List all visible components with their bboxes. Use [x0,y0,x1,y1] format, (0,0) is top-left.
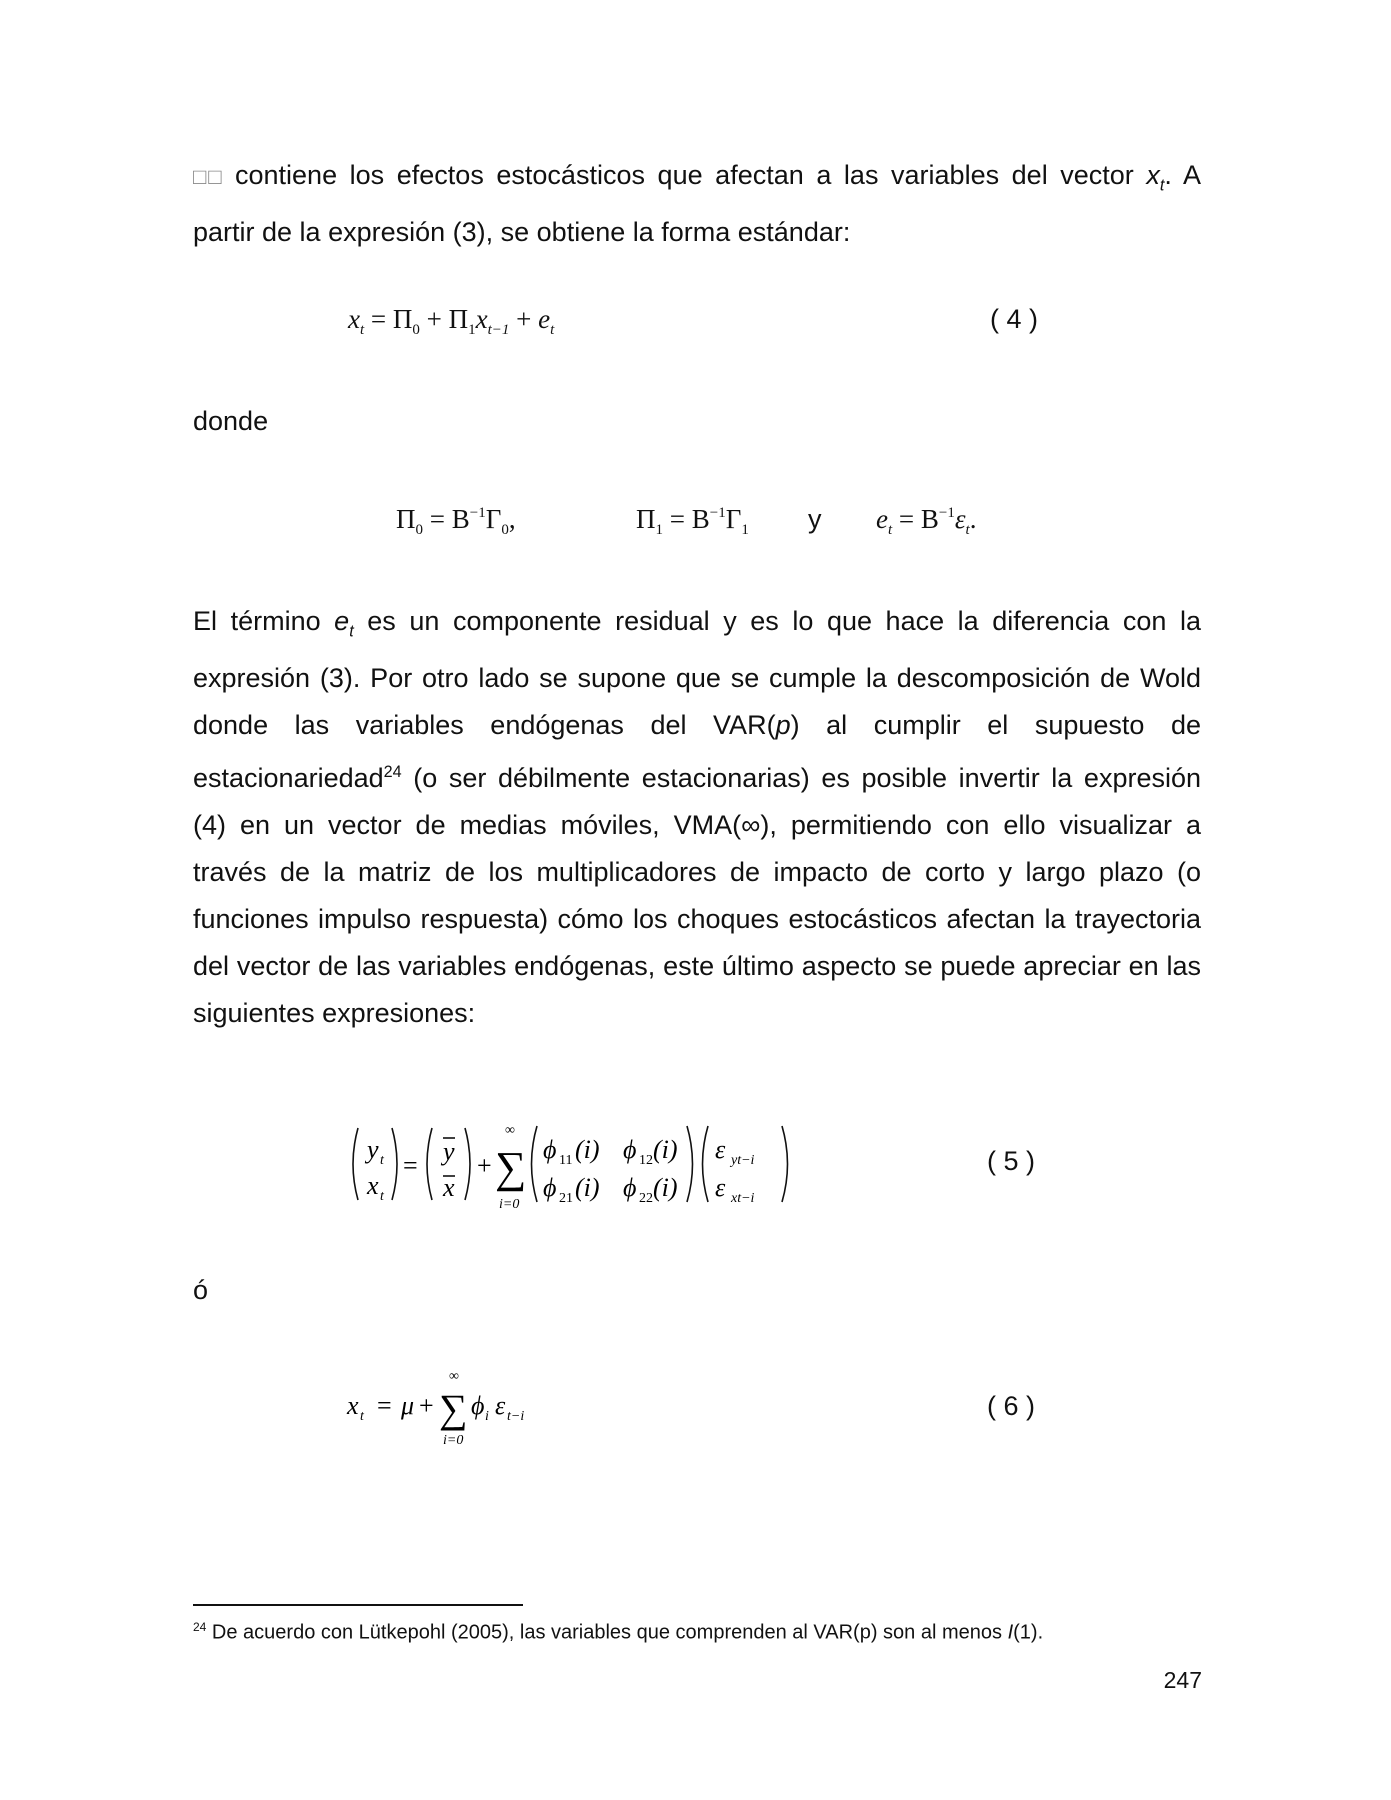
phi22-arg: (i) [653,1173,678,1202]
sum-symbol: ∑ [495,1143,527,1192]
eps-y: ε [715,1135,726,1164]
paragraph-main: El término $e_t$ es un componente residual y es lo que hace la diferencia con la expresión (3). Por otro lado se supone que se cumple la descomposición de Wold donde las variables endógenas del VAR(p) al cumplir el supuesto de estacionariedad$^{24}$ (o ser débilmente estacionarias) es posible invertir la expresión (4) en un vector de medias móviles, VMA(∞), permitiendo con ello visualizar a través de la matriz de los multiplicadores de impacto de corto y largo plazo (o funciones impulso respuesta) cómo los choques estocásticos afectan la trayectoria del vector de las variables endógenas, este último aspecto se puede apreciar en las siguientes expresiones: [193,606,1201,1029]
sum-upper: ∞ [505,1123,515,1138]
eq6-plus: + [419,1391,434,1420]
eq6-equals: = [377,1391,392,1420]
eq6-sum-upper: ∞ [449,1369,459,1384]
phi21-sub: 21 [559,1191,573,1206]
equation-number-5: ( 5 ) [987,1146,1036,1176]
phi22: ϕ [623,1173,637,1202]
vec-x: x [367,1171,379,1200]
footnote-ref[interactable]: 24 [383,763,402,782]
footnote-separator [193,1604,523,1606]
paragraph-intro: □□ contiene los efectos estocásticos que afectan a las variables del vector $x_t$. A partir de la expresión (3), se obtiene la forma estándar: [193,152,1201,256]
phi12: ϕ [623,1135,637,1164]
definition-pi0: $\Pi_0 = B^{-1}\Gamma_0$, [396,504,516,538]
phi21-arg: (i) [575,1173,600,1202]
eq6-phi: ϕ [471,1391,485,1420]
eq6-x-sub: t [360,1409,364,1424]
vec-y-sub: t [380,1153,384,1168]
equation-6 [345,1368,565,1448]
equation-number-4: ( 4 ) [990,304,1039,334]
vec-x-sub: t [380,1189,384,1204]
equation-5 [345,1118,805,1210]
vec-y: y [367,1135,379,1164]
footnote-24: $^{24}$ De acuerdo con Lütkepohl (2005), las variables que comprenden al VAR(p) son al menos I(1). [193,1620,1044,1644]
equation-4: $x_t = \Pi_0 + \Pi_1x_{t-1} + e_t$ [348,304,555,338]
or-word: ó [193,1275,209,1305]
footnote-marker: 24 [193,1620,207,1634]
eq6-x: x [347,1391,359,1420]
definition-pi1: $\Pi_1 = B^{-1}\Gamma_1$ [636,504,749,538]
eps-y-sub: yt−i [731,1153,755,1168]
phi21: ϕ [543,1173,557,1202]
phi11-arg: (i) [575,1135,600,1164]
definition-et: $e_t = B^{-1}\varepsilon_t$. [876,504,977,538]
eq6-eps: ε [495,1391,506,1420]
phi12-arg: (i) [653,1135,678,1164]
eps-x-sub: xt−i [731,1191,755,1206]
eq6-phi-sub: i [485,1409,489,1424]
eq6-sum-lower: i=0 [443,1433,464,1448]
eq6-sum: ∑ [439,1386,468,1431]
eq6-mu: μ [401,1391,415,1420]
phi11-sub: 11 [559,1153,573,1168]
phi22-sub: 22 [639,1191,653,1206]
mean-y: y [443,1137,455,1166]
phi12-sub: 12 [639,1153,653,1168]
page-number: 247 [1163,1667,1202,1693]
donde-label: donde [193,406,269,436]
sum-lower: i=0 [499,1197,520,1210]
conjunction-y: y [808,504,822,534]
mean-x: x [443,1173,455,1202]
equation-number-6: ( 6 ) [987,1391,1036,1421]
eq6-eps-sub: t−i [507,1409,525,1424]
plus-sign: + [477,1151,492,1180]
missing-glyph-placeholder: □□ [193,164,224,189]
eps-x: ε [715,1173,726,1202]
equals-sign: = [403,1151,418,1180]
phi11: ϕ [543,1135,557,1164]
